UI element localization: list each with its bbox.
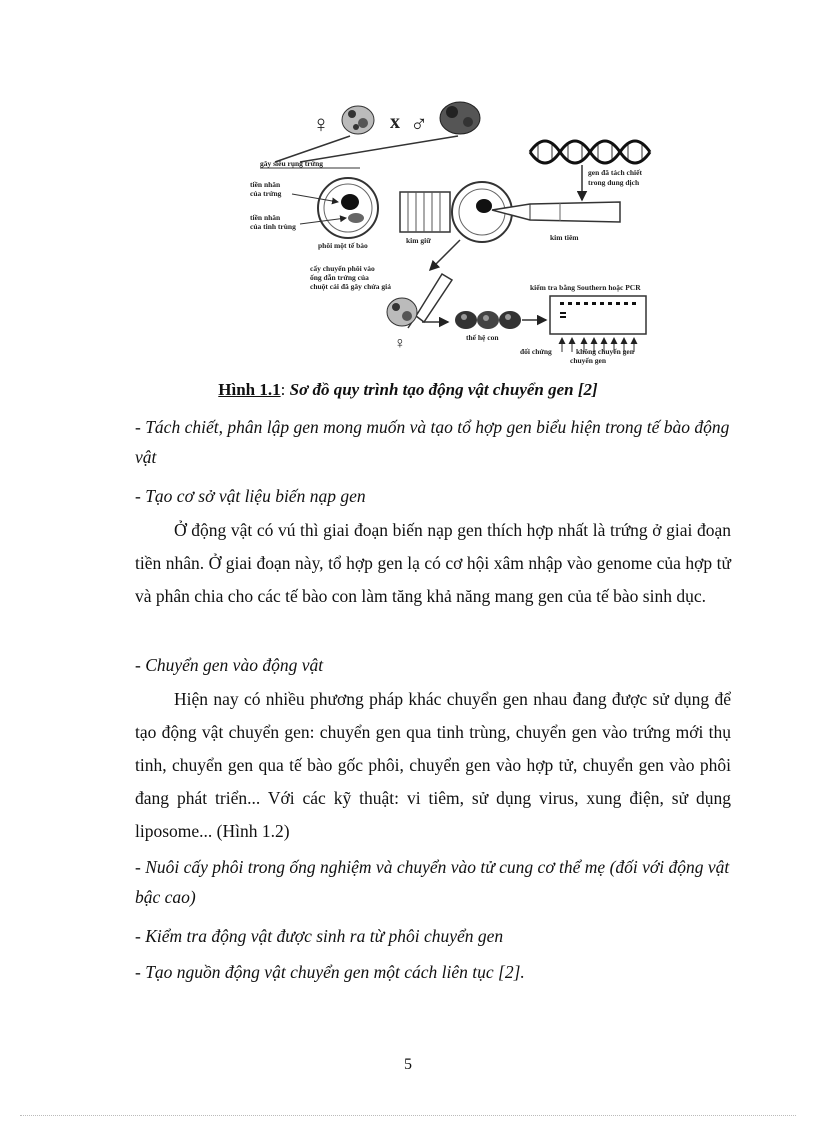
cross-symbol: x	[390, 111, 400, 133]
label-southern: kiểm tra bằng Southern hoặc PCR	[530, 283, 641, 292]
caption-separator: :	[280, 380, 290, 399]
female-symbol-bottom: ♀	[394, 335, 406, 352]
paragraph-pronucleus-stage	[135, 514, 731, 613]
label-transgenic: chuyển gen	[570, 356, 607, 365]
label-holding-needle: kim giữ	[406, 236, 431, 245]
label-transfer-2: ống dẫn trứng của	[310, 273, 369, 282]
label-sperm-pronucleus-1: tiền nhân	[250, 213, 281, 222]
list-item-check-animals: - Kiểm tra động vật được sinh ra từ phôi chuyển gen	[135, 926, 504, 946]
holding-needle	[400, 192, 450, 232]
female-symbol: ♀	[312, 112, 330, 138]
footer-divider	[20, 1115, 796, 1116]
paragraph-text: Ở động vật có vú thì giai đoạn biến nạp gen thích hợp nhất là trứng ở giai đoạn tiền nhân. Ở giai đoạn này, tổ hợp gen lạ có cơ hội xâm nhập vào genome của hợp tử và phân chia cho các tế bào con làm tăng khả năng mang gen của tế bào sinh dục.	[135, 520, 731, 606]
surrogate-mouse-icon	[387, 298, 417, 326]
arrow-to-transfer	[430, 240, 460, 270]
list-item-transfer-gene: - Chuyển gen vào động vật	[135, 655, 324, 675]
label-gene-extracted-1: gen đã tách chiết	[588, 168, 642, 177]
caption-title: Sơ đồ quy trình tạo động vật chuyển gen [2]	[289, 380, 598, 399]
one-cell-embryo	[318, 178, 378, 238]
label-egg-pronucleus-2: của trứng	[250, 189, 282, 198]
label-transfer-3: chuột cái đã gây chửa giả	[310, 282, 391, 291]
label-gene-extracted-2: trong dung dịch	[588, 178, 640, 187]
dna-helix-icon	[530, 141, 650, 163]
male-symbol: ♂	[410, 112, 428, 138]
list-item-embryo-culture: - Nuôi cấy phôi trong ống nghiệm và chuyển vào tử cung cơ thể mẹ (đối với động vật bậc cao)	[135, 857, 730, 907]
label-sperm-pronucleus-2: của tinh trùng	[250, 222, 296, 231]
caption-label: Hình 1.1	[218, 380, 281, 399]
paragraph-methods	[135, 683, 731, 848]
label-injection-needle: kim tiêm	[550, 233, 579, 242]
label-egg-pronucleus-1: tiền nhân	[250, 180, 281, 189]
list-item-extract-gene: - Tách chiết, phân lập gen mong muốn và tạo tổ hợp gen biểu hiện trong tế bào động vật	[135, 417, 730, 467]
transgenic-animal-diagram	[230, 90, 660, 365]
female-mouse-icon	[342, 106, 374, 134]
label-transfer-1: cấy chuyển phôi vào	[310, 264, 375, 273]
label-control: đối chứng	[520, 347, 552, 356]
list-item-vector-material: - Tạo cơ sở vật liệu biến nạp gen	[135, 486, 366, 506]
label-not-transgenic: không chuyển gen	[576, 347, 634, 356]
page-number: 5	[404, 1056, 412, 1073]
label-offspring: thế hệ con	[466, 333, 499, 342]
paragraph-text: Hiện nay có nhiều phương pháp khác chuyển gen nhau đang được sử dụng để tạo động vật chuyển gen: chuyển gen qua tinh trùng, chuyển gen vào trứng mới thụ tinh, chuyển gen qua tế bào gốc phôi, chuyển gen vào hợp tử, chuyển gen vào phôi đang phát triển... Với các kỹ thuật: vi tiêm, sử dụng virus, xung điện, sử dụng liposome... (Hình 1.2)	[135, 689, 731, 841]
figure-caption	[0, 380, 816, 400]
offspring-mice-icon	[455, 311, 521, 329]
label-one-cell-embryo: phôi một tế bào	[318, 241, 368, 250]
southern-blot-panel	[550, 296, 646, 334]
male-mouse-icon	[440, 102, 480, 134]
line-male	[300, 136, 458, 162]
label-superovulation: gây siêu rụng trứng	[260, 159, 324, 168]
list-item-continuous-source: - Tạo nguồn động vật chuyển gen một cách liên tục [2].	[135, 962, 525, 982]
